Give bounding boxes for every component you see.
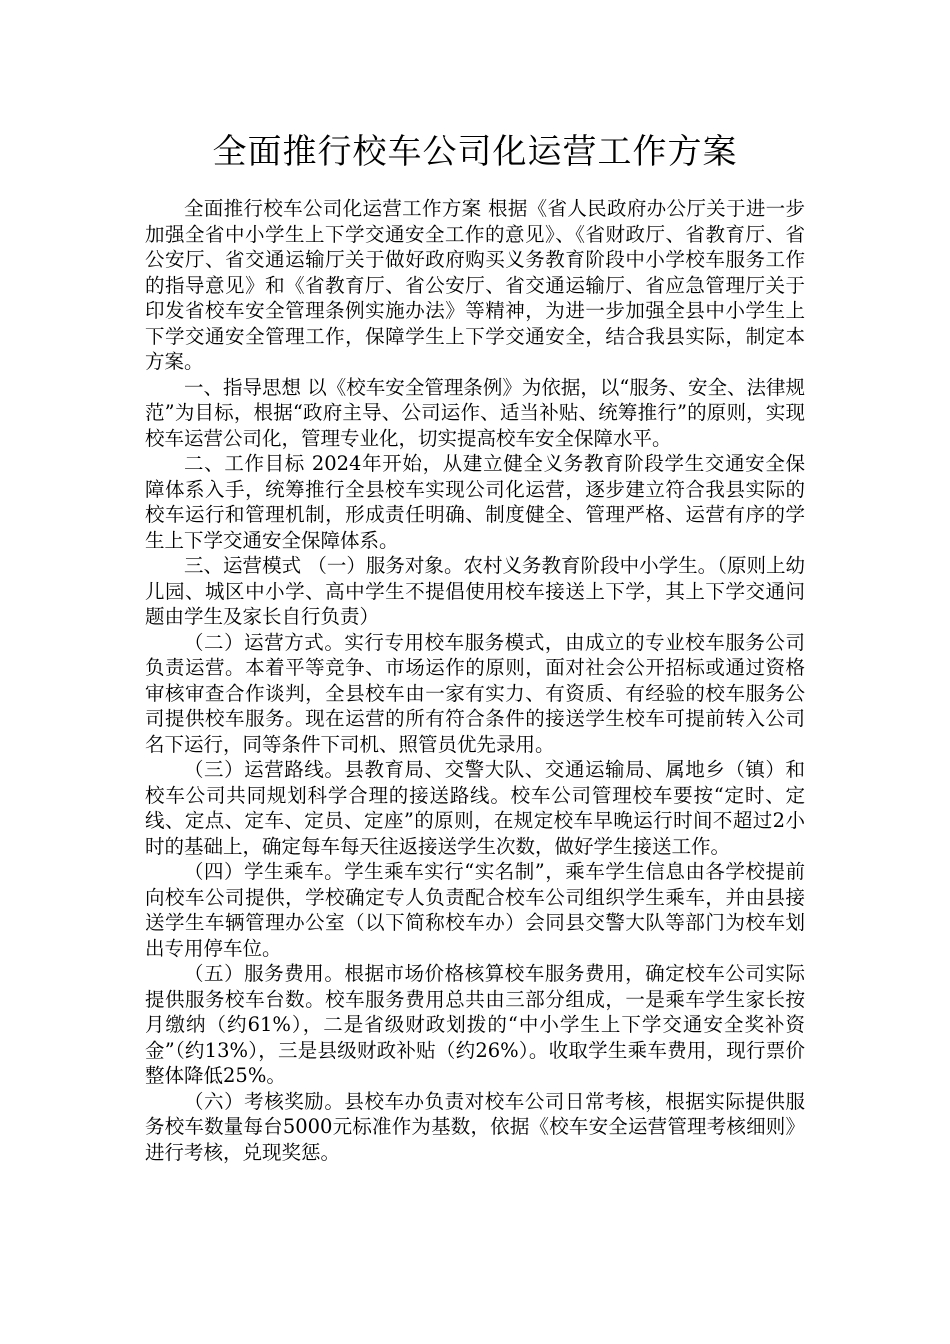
- paragraph-operation-mode: 三、运营模式 （一）服务对象。农村义务教育阶段中小学生。（原则上幼儿园、城区中小学、高中学生不提倡使用校车接送上下学，其上下学交通问题由学生及家长自行负责）: [145, 554, 805, 628]
- paragraph-work-goal: 二、工作目标 2024年开始，从建立健全义务教育阶段学生交通安全保障体系入手，统筹推行全县校车实现公司化运营，逐步建立符合我县实际的校车运行和管理机制，形成责任明确、制度健全、管理严格、运营有序的学生上下学交通安全保障体系。: [145, 452, 805, 552]
- paragraph-assessment-rewards: （六）考核奖励。县校车办负责对校车公司日常考核，根据实际提供服务校车数量每台5000元标准作为基数，依据《校车安全运营管理考核细则》进行考核，兑现奖惩。: [145, 1089, 805, 1164]
- document-title: 全面推行校车公司化运营工作方案: [212, 132, 738, 172]
- paragraph-intro: 全面推行校车公司化运营工作方案 根据《省人民政府办公厅关于进一步加强全省中小学生上下学交通安全工作的意见》、《省财政厅、省教育厅、省公安厅、省交通运输厅关于做好政府购买义务教育阶段中小学校车服务工作的指导意见》和《省教育厅、省公安厅、省交通运输厅、省应急管理厅关于印发省校车安全管理条例实施办法》等精神，为进一步加强全县中小学生上下学交通安全管理工作，保障学生上下学交通安全，结合我县实际，制定本方案。: [145, 197, 805, 373]
- paragraph-operation-method: （二）运营方式。实行专用校车服务模式，由成立的专业校车服务公司负责运营。本着平等竞争、市场运作的原则，面对社会公开招标或通过资格审核审查合作谈判，全县校车由一家有实力、有资质、有经验的校车服务公司提供校车服务。现在运营的所有符合条件的接送学生校车可提前转入公司名下运行，同等条件下司机、照管员优先录用。: [145, 630, 805, 756]
- paragraph-operation-route: （三）运营路线。县教育局、交警大队、交通运输局、属地乡（镇）和校车公司共同规划科学合理的接送路线。校车公司管理校车要按“定时、定线、定点、定车、定员、定座”的原则，在规定校车早晚运行时间不超过2小时的基础上，确定每车每天往返接送学生次数，做好学生接送工作。: [145, 758, 805, 858]
- document-page: [145, 130, 805, 1165]
- paragraph-service-fees: （五）服务费用。根据市场价格核算校车服务费用，确定校车公司实际提供服务校车台数。校车服务费用总共由三部分组成，一是乘车学生家长按月缴纳（约61%），二是省级财政划拨的“中小学生上下学交通安全奖补资金”（约13%），三是县级财政补贴（约26%）。收取学生乘车费用，现行票价整体降低25%。: [145, 962, 805, 1087]
- document-body: [145, 196, 805, 1165]
- paragraph-student-boarding: （四）学生乘车。学生乘车实行“实名制”，乘车学生信息由各学校提前向校车公司提供，学校确定专人负责配合校车公司组织学生乘车，并由县接送学生车辆管理办公室（以下简称校车办）会同县交警大队等部门为校车划出专用停车位。: [145, 860, 805, 960]
- paragraph-guiding-ideology: 一、指导思想 以《校车安全管理条例》为依据，以“服务、安全、法律规范”为目标，根据“政府主导、公司运作、适当补贴、统筹推行”的原则，实现校车运营公司化，管理专业化，切实提高校车安全保障水平。: [145, 375, 805, 450]
